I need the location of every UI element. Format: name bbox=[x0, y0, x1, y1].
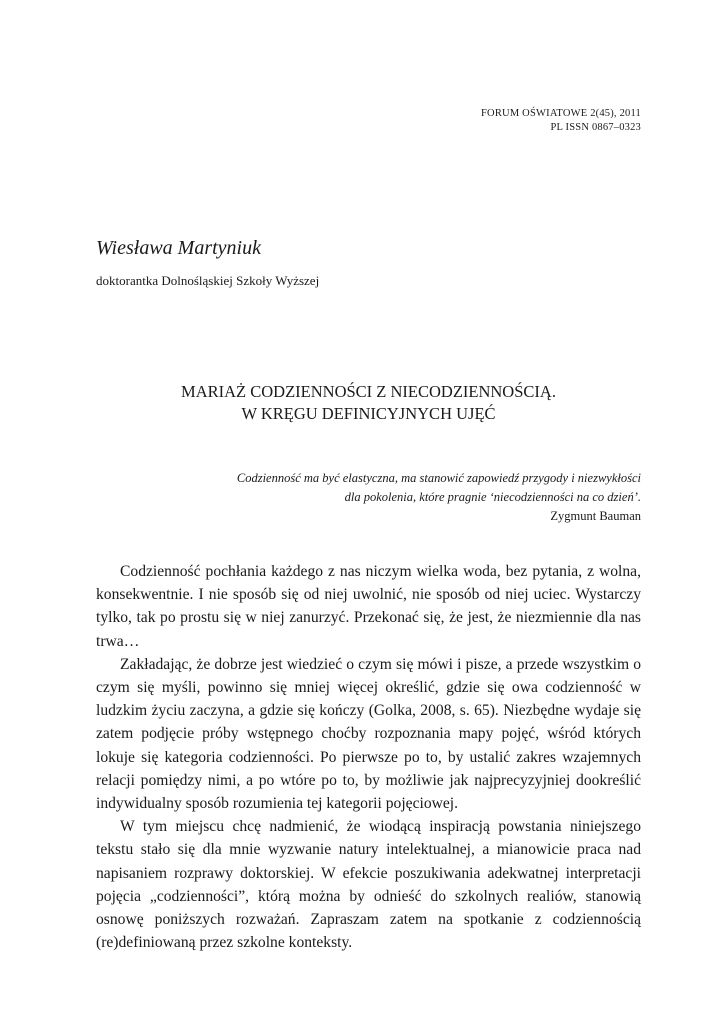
journal-title: FORUM OŚWIATOWE 2(45), 2011 bbox=[481, 108, 641, 119]
article-title-line-1: MARIAŻ CODZIENNOŚCI Z NIECODZIENNOŚCIĄ. bbox=[181, 382, 556, 401]
epigraph-quote-line-1: Codzienność ma być elastyczna, ma stanowić zapowiedź przygody i niezwykłości bbox=[236, 471, 641, 485]
body-paragraph: Codzienność pochłania każdego z nas niczym wielka woda, bez pytania, z wolna, konsekwentnie. I nie sposób się od niej uwolnić, nie sposób od niej uciec. Wystarczy tylko, tak po prostu się w niej zanurzyć. Przekonać się, że jest, że niezmiennie dla nas trwa… bbox=[96, 563, 641, 650]
article-title bbox=[96, 381, 641, 425]
article-body bbox=[96, 560, 641, 954]
article-title-line-2: W KRĘGU DEFINICYJNYCH UJĘĆ bbox=[241, 404, 496, 423]
journal-issn: PL ISSN 0867–0323 bbox=[550, 122, 641, 133]
journal-header bbox=[481, 107, 641, 135]
body-paragraph: W tym miejscu chcę nadmienić, że wiodącą inspiracją powstania niniejszego tekstu stało się dla mnie wyzwanie natury intelektualnej, a mianowicie praca nad napisaniem rozprawy doktorskiej. W efekcie poszukiwania adekwatnej interpretacji pojęcia „codzienności”, którą można by odnieść do szkolnych realiów, stanowią osnowę poniższych rozważań. Zapraszam zatem na spotkanie z codziennością (re)definiowaną przez szkolne konteksty. bbox=[96, 818, 641, 952]
epigraph bbox=[121, 469, 641, 526]
author-name: Wiesława Martyniuk bbox=[96, 237, 261, 259]
body-paragraph: Zakładając, że dobrze jest wiedzieć o czym się mówi i pisze, a przede wszystkim o czym się myśli, powinno się mniej więcej określić, gdzie się owa codzienność w ludzkim życiu zaczyna, a gdzie się kończy (Golka, 2008, s. 65). Niezbędne wydaje się zatem podjęcie próby wstępnego choćby rozpoznania mapy pojęć, wśród których lokuje się kategoria codzienności. Po pierwsze po to, by ustalić zakres wzajemnych relacji pomiędzy nimi, a po wtóre po to, by możliwie jak najprecyzyjniej dookreślić indywidualny sposób rozumienia tej kategorii pojęciowej. bbox=[96, 655, 641, 813]
author-affiliation: doktorantka Dolnośląskiej Szkoły Wyższej bbox=[96, 273, 320, 288]
epigraph-attribution: Zygmunt Bauman bbox=[550, 509, 641, 523]
epigraph-quote-line-2: dla pokolenia, które pragnie ‘niecodzienności na co dzień’. bbox=[344, 490, 641, 504]
